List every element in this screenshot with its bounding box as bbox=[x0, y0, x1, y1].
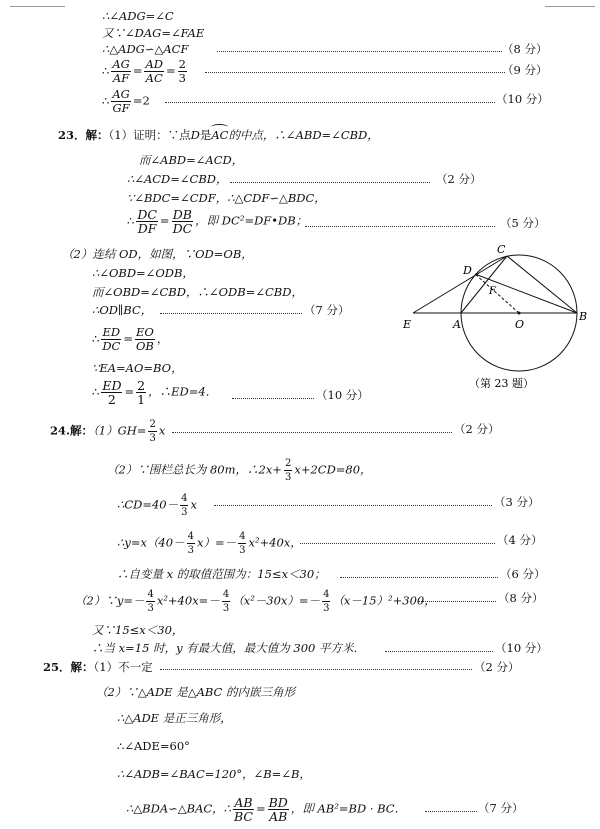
fraction bbox=[284, 457, 292, 484]
line-p2-1 bbox=[62, 246, 253, 262]
text: = bbox=[132, 63, 143, 78]
text: = bbox=[159, 213, 170, 228]
text: ∴自变量 x 的取值范围为：15≤x＜30； bbox=[117, 567, 326, 581]
denominator: 3 bbox=[147, 603, 154, 614]
text: ∵∠BDC=∠CDF，∴△CDF∽△BDC， bbox=[127, 191, 326, 205]
text: （1）不一定 bbox=[93, 660, 153, 674]
text: 是 bbox=[199, 128, 212, 142]
fraction bbox=[187, 530, 195, 557]
q25-line-4 bbox=[117, 738, 190, 754]
leader-dots bbox=[205, 72, 505, 73]
fraction bbox=[144, 58, 164, 85]
fraction bbox=[101, 379, 122, 406]
figure-caption: （第 23 题） bbox=[469, 377, 534, 390]
leader-dots bbox=[165, 102, 495, 103]
label-b: B bbox=[579, 310, 588, 323]
leader-dots bbox=[418, 601, 496, 602]
figure-23 bbox=[395, 240, 600, 400]
denominator: AC bbox=[145, 71, 163, 85]
denominator: BC bbox=[234, 809, 253, 824]
numerator: ED bbox=[102, 325, 121, 339]
text: ，即 AB²=BD · BC． bbox=[290, 801, 407, 816]
denominator: 1 bbox=[137, 392, 146, 407]
line-similar bbox=[102, 41, 188, 57]
numerator: DC bbox=[137, 207, 157, 222]
text: ∴∠ADE=60° bbox=[117, 739, 190, 753]
text: ∴ bbox=[92, 384, 100, 399]
text: ∴ bbox=[102, 63, 110, 78]
line-p2-3 bbox=[92, 284, 303, 300]
fraction bbox=[322, 588, 330, 615]
fraction bbox=[136, 379, 146, 406]
q24-line-3 bbox=[117, 492, 197, 519]
numerator: DB bbox=[172, 207, 192, 222]
text: = bbox=[124, 384, 135, 399]
fraction bbox=[148, 418, 156, 445]
q24-line-4 bbox=[117, 530, 302, 557]
q24-line-8 bbox=[92, 640, 365, 656]
line-adg bbox=[102, 8, 174, 24]
score-5: （5 分） bbox=[500, 216, 546, 230]
text: = bbox=[166, 63, 176, 78]
fraction bbox=[135, 326, 155, 353]
score-2b: （2 分） bbox=[454, 422, 500, 436]
label-c: C bbox=[497, 243, 506, 256]
text: ∴ bbox=[102, 93, 110, 108]
leader-dots bbox=[160, 669, 472, 670]
score-3: （3 分） bbox=[494, 495, 540, 509]
numerator: 2 bbox=[137, 378, 146, 393]
leader-dots bbox=[340, 577, 498, 578]
line-23-4 bbox=[127, 190, 326, 206]
score-10c: （10 分） bbox=[495, 641, 548, 655]
denominator: AB bbox=[269, 809, 288, 824]
numerator: 2 bbox=[284, 458, 292, 469]
score-9: （9 分） bbox=[502, 63, 548, 77]
score-8b: （8 分） bbox=[498, 591, 544, 605]
denominator: 3 bbox=[178, 71, 186, 85]
text: ∴∠ADG=∠C bbox=[102, 9, 174, 23]
denominator: DF bbox=[137, 221, 157, 236]
denominator: OB bbox=[136, 339, 154, 353]
point-o bbox=[518, 312, 521, 315]
score-2: （2 分） bbox=[436, 172, 482, 186]
label-d: D bbox=[463, 264, 472, 277]
leader-dots bbox=[385, 651, 493, 652]
text: ，∴ED=4． bbox=[148, 384, 218, 399]
text: （x²－30x）=－ bbox=[232, 593, 321, 608]
denominator: 3 bbox=[187, 545, 194, 556]
leader-dots bbox=[300, 543, 495, 544]
score-2c: （2 分） bbox=[474, 660, 520, 674]
question-number: 24.解： bbox=[50, 423, 94, 438]
leader-dots bbox=[217, 51, 502, 52]
text: 而∠ABD=∠ACD， bbox=[139, 153, 244, 167]
fraction bbox=[136, 208, 158, 235]
arc-ac: AC bbox=[211, 128, 229, 142]
text: ∴OD∥BC， bbox=[92, 303, 153, 317]
text: （2）∵y=－ bbox=[75, 593, 145, 608]
text: ∴∠ADB=∠BAC=120°，∠B=∠B， bbox=[117, 767, 311, 781]
q25-line-6 bbox=[126, 796, 406, 823]
numerator: EO bbox=[136, 325, 154, 339]
line-23-3 bbox=[127, 171, 228, 187]
text: x²+40x=－ bbox=[156, 593, 220, 608]
page-corner-mark-right bbox=[545, 0, 595, 7]
text: 的中点，∴∠ABD=∠CBD， bbox=[228, 128, 379, 142]
label-o: O bbox=[515, 318, 525, 331]
score-10: （10 分） bbox=[496, 92, 549, 106]
line-dag bbox=[102, 25, 204, 41]
numerator: 4 bbox=[222, 589, 230, 600]
fraction bbox=[222, 588, 230, 615]
leader-dots bbox=[160, 313, 302, 314]
fraction bbox=[180, 492, 188, 519]
line-23-2 bbox=[139, 152, 243, 168]
score-4: （4 分） bbox=[497, 533, 543, 547]
numerator: AG bbox=[112, 87, 130, 101]
line-p2-5 bbox=[92, 326, 168, 353]
leader-dots bbox=[425, 811, 477, 812]
leader-dots bbox=[232, 398, 314, 399]
score-8: （8 分） bbox=[502, 42, 548, 56]
q24-line-6 bbox=[75, 588, 436, 615]
q24-line-2 bbox=[107, 457, 372, 484]
text: x²+40x， bbox=[248, 535, 302, 550]
line-p2-4 bbox=[92, 302, 152, 318]
numerator: 4 bbox=[181, 493, 188, 504]
text: （2）连结 OD，如图，∵OD=OB， bbox=[62, 247, 253, 261]
text: ∴△BDA∽△BAC，∴ bbox=[126, 801, 231, 816]
text: 而∠OBD=∠CBD，∴∠ODB=∠CBD， bbox=[92, 285, 303, 299]
numerator: AG bbox=[112, 57, 130, 71]
text: ∴△ADE 是正三角形， bbox=[117, 711, 232, 725]
text: ∴△ADG∽△ACF bbox=[102, 42, 189, 56]
leader-dots bbox=[172, 432, 452, 433]
fraction bbox=[111, 58, 131, 85]
line-ag-gf bbox=[102, 88, 150, 115]
page-corner-mark-left bbox=[10, 0, 65, 7]
text: ∴∠OBD=∠ODB， bbox=[92, 266, 194, 280]
leader-dots bbox=[214, 505, 492, 506]
denominator: 3 bbox=[239, 545, 246, 556]
text: ∴当 x=15 时，y 有最大值，最大值为 300 平方米． bbox=[92, 641, 365, 655]
numerator: 4 bbox=[239, 531, 246, 542]
denominator: GF bbox=[112, 101, 130, 115]
text: ∵EA=AO=BO， bbox=[92, 361, 183, 375]
label-e: E bbox=[403, 318, 412, 331]
fraction bbox=[172, 208, 194, 235]
fraction bbox=[233, 796, 254, 823]
q24-line-5 bbox=[117, 566, 326, 582]
text: （1）证明：∵点 bbox=[108, 128, 191, 142]
text: 又∵15≤x＜30， bbox=[92, 623, 184, 637]
question-number: 25．解： bbox=[43, 660, 94, 674]
q25-line-1 bbox=[43, 659, 153, 675]
label-a: A bbox=[453, 318, 461, 331]
leader-dots bbox=[230, 182, 430, 183]
numerator: 2 bbox=[149, 419, 156, 430]
text: x）=－ bbox=[196, 535, 237, 550]
numerator: 4 bbox=[323, 589, 330, 600]
denominator: 3 bbox=[284, 472, 292, 483]
text: （2）∵围栏总长为 80m，∴2x+ bbox=[107, 462, 282, 477]
segment-od bbox=[475, 274, 519, 313]
score-7: （7 分） bbox=[304, 303, 350, 317]
score-6: （6 分） bbox=[500, 567, 546, 581]
numerator: AB bbox=[234, 795, 253, 810]
text: ∴CD=40－ bbox=[117, 497, 179, 512]
text: x+2CD=80， bbox=[294, 462, 372, 477]
q25-line-3 bbox=[117, 710, 232, 726]
text: ∴ bbox=[127, 213, 135, 228]
text: ， bbox=[156, 331, 169, 346]
numerator: ED bbox=[102, 378, 122, 393]
denominator: DC bbox=[172, 221, 193, 236]
question-number: 23．解： bbox=[58, 128, 109, 142]
q25-line-2 bbox=[96, 684, 295, 700]
q25-line-5 bbox=[117, 766, 311, 782]
text: （1）GH= bbox=[93, 423, 147, 438]
text: = bbox=[255, 801, 266, 816]
score-10b: （10 分） bbox=[316, 388, 369, 402]
fraction bbox=[146, 588, 154, 615]
fraction bbox=[268, 796, 289, 823]
line-p2-6 bbox=[92, 360, 183, 376]
text: ，即 DC²=DF•DB； bbox=[195, 213, 308, 228]
line-p2-7 bbox=[92, 379, 217, 406]
text: 又∵∠DAG=∠FAE bbox=[102, 26, 205, 40]
line-ratio bbox=[102, 58, 189, 85]
numerator: AD bbox=[145, 57, 163, 71]
fraction bbox=[238, 530, 246, 557]
score-7b: （7 分） bbox=[478, 801, 524, 815]
denominator: 3 bbox=[323, 603, 330, 614]
line-23-5 bbox=[127, 208, 307, 235]
line-p2-2 bbox=[92, 265, 194, 281]
label-f: F bbox=[489, 286, 496, 297]
text: ∴y=x（40－ bbox=[117, 535, 185, 550]
numerator: 4 bbox=[147, 589, 154, 600]
text: x bbox=[190, 497, 197, 512]
fraction bbox=[111, 88, 131, 115]
fraction bbox=[101, 326, 121, 353]
text: =2 bbox=[132, 93, 150, 108]
denominator: DC bbox=[102, 339, 121, 353]
q23-heading bbox=[58, 127, 379, 143]
text: （x－15）²+300， bbox=[332, 593, 436, 608]
numerator: BD bbox=[268, 795, 288, 810]
fraction bbox=[178, 58, 187, 85]
text: D bbox=[190, 128, 200, 142]
text: x bbox=[158, 423, 166, 438]
segment-bc bbox=[507, 256, 577, 313]
text: ∴∠ACD=∠CBD， bbox=[127, 172, 228, 186]
numerator: 4 bbox=[187, 531, 194, 542]
denominator: 3 bbox=[222, 603, 230, 614]
denominator: AF bbox=[112, 71, 130, 85]
text: = bbox=[123, 331, 133, 346]
text: ∴ bbox=[92, 331, 100, 346]
q24-line-1 bbox=[50, 418, 165, 445]
numerator: 2 bbox=[178, 57, 186, 71]
denominator: 2 bbox=[107, 392, 116, 407]
q24-line-7 bbox=[92, 622, 183, 638]
text: （2）∵△ADE 是△ABC 的内嵌三角形 bbox=[96, 685, 296, 699]
denominator: 3 bbox=[181, 507, 188, 518]
leader-dots bbox=[305, 226, 495, 227]
denominator: 3 bbox=[149, 433, 156, 444]
segment-ec bbox=[413, 256, 507, 313]
